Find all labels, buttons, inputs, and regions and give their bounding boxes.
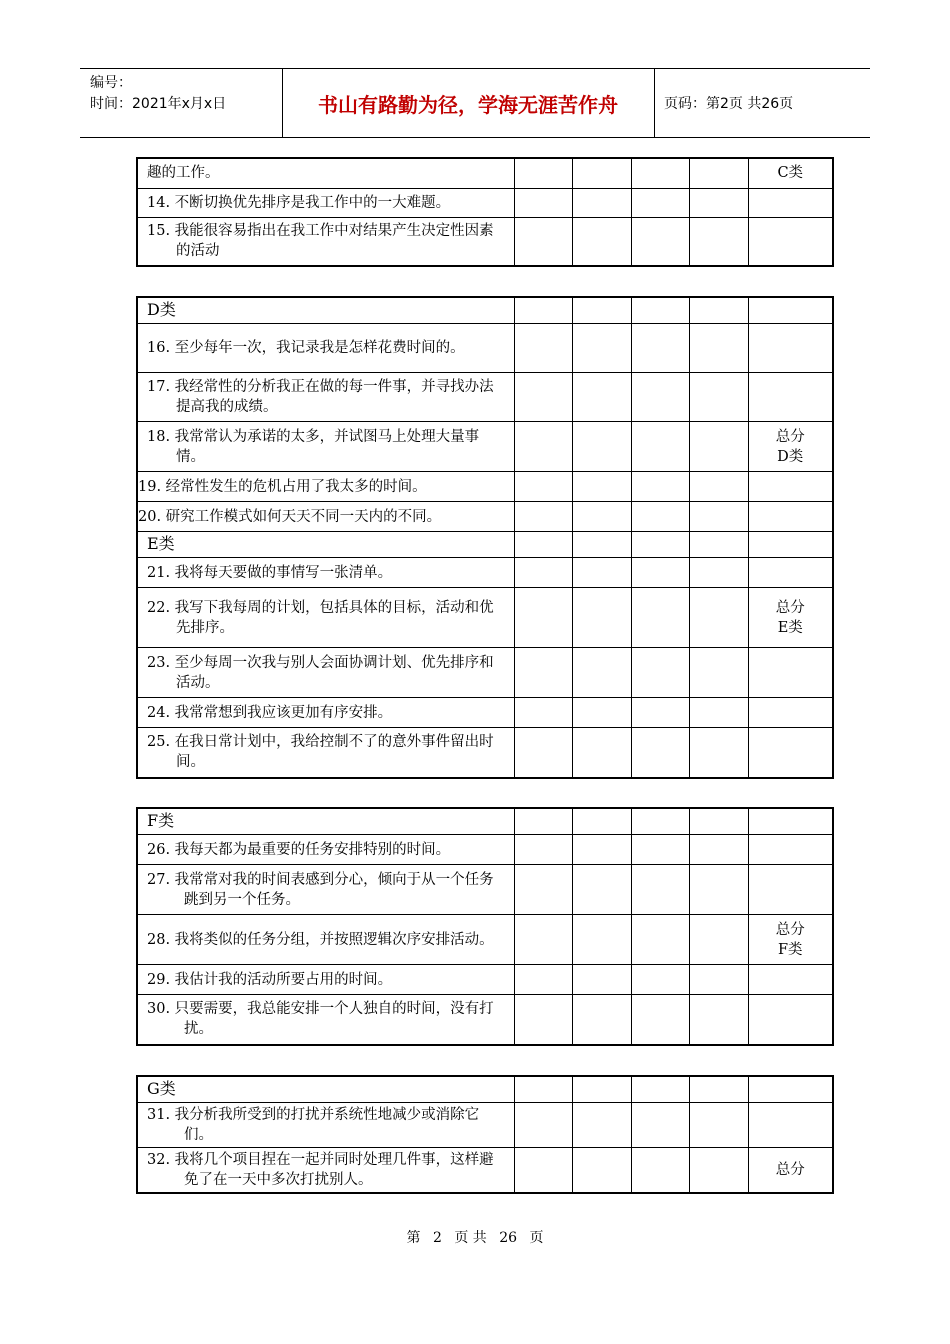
score-cell[interactable]: [689, 588, 748, 648]
table-row: [137, 217, 833, 266]
question-text: 20. 研究工作模式如何天天不同一天内的不同。: [138, 508, 442, 525]
category-heading: F类: [147, 811, 175, 830]
score-cell[interactable]: [572, 1103, 631, 1148]
score-cell[interactable]: [514, 835, 572, 865]
table-row: [137, 915, 833, 965]
score-cell[interactable]: [748, 698, 833, 728]
score-cell[interactable]: [572, 188, 631, 217]
score-cell[interactable]: [572, 472, 631, 502]
score-cell[interactable]: [631, 648, 689, 698]
table-row: [137, 373, 833, 422]
score-cell[interactable]: [689, 835, 748, 865]
question-text: 27. 我常常对我的时间表感到分心，倾向于从一个任务跳到另一个任务。: [147, 871, 494, 908]
score-cell[interactable]: [631, 558, 689, 588]
score-cell[interactable]: [748, 558, 833, 588]
header-divider: [654, 69, 655, 137]
score-cell[interactable]: [631, 158, 689, 188]
header-motto: 书山有路勤为径，学海无涯苦作舟: [318, 92, 618, 117]
score-cell[interactable]: [514, 648, 572, 698]
question-text: 19. 经常性发生的危机占用了我太多的时间。: [138, 478, 427, 495]
questionnaire-table-c: [136, 157, 834, 267]
total-label: 总分: [775, 428, 805, 445]
question-text: 23. 至少每周一次我与别人会面协调计划、优先排序和活动。: [147, 654, 494, 691]
score-cell[interactable]: [748, 965, 833, 995]
category-label: D类: [777, 448, 804, 465]
footer-prefix: 第: [406, 1230, 421, 1246]
score-cell[interactable]: [631, 835, 689, 865]
score-cell[interactable]: [689, 965, 748, 995]
score-cell[interactable]: [514, 1148, 572, 1194]
score-cell[interactable]: [572, 1148, 631, 1194]
question-text: 24. 我常常想到我应该更加有序安排。: [147, 704, 393, 721]
score-cell[interactable]: [631, 472, 689, 502]
table-row: [137, 472, 833, 502]
table-row: [137, 324, 833, 373]
score-cell[interactable]: [689, 648, 748, 698]
score-cell[interactable]: [631, 1103, 689, 1148]
score-cell[interactable]: [572, 373, 631, 422]
score-cell[interactable]: [689, 728, 748, 778]
score-cell[interactable]: [514, 472, 572, 502]
score-cell[interactable]: [572, 995, 631, 1045]
score-cell[interactable]: [689, 915, 748, 965]
score-cell[interactable]: [514, 502, 572, 532]
score-cell[interactable]: [689, 1103, 748, 1148]
question-text: 31. 我分析我所受到的打扰并系统性地减少或消除它们。: [147, 1107, 480, 1143]
total-score-d: [748, 422, 833, 472]
score-cell[interactable]: [748, 865, 833, 915]
score-cell[interactable]: [572, 915, 631, 965]
page-footer: [0, 1227, 950, 1247]
score-cell[interactable]: [572, 648, 631, 698]
score-cell[interactable]: [689, 324, 748, 373]
score-cell[interactable]: [748, 188, 833, 217]
score-cell[interactable]: [689, 422, 748, 472]
category-row: [137, 1076, 833, 1103]
score-cell[interactable]: [689, 698, 748, 728]
number-label: 编号：: [90, 75, 132, 91]
header-page-info: 页码：第2页 共26页: [664, 96, 794, 112]
score-cell[interactable]: [748, 217, 833, 266]
score-cell[interactable]: [631, 965, 689, 995]
table-row: [137, 422, 833, 472]
score-cell[interactable]: [514, 728, 572, 778]
score-cell[interactable]: [572, 865, 631, 915]
question-text: 趣的工作。: [147, 165, 220, 182]
questionnaire-table-d-e: [136, 296, 834, 779]
score-cell[interactable]: [631, 915, 689, 965]
score-cell[interactable]: [689, 1148, 748, 1194]
score-cell[interactable]: [514, 698, 572, 728]
category-row: [137, 532, 833, 558]
score-cell[interactable]: [748, 472, 833, 502]
score-cell[interactable]: [514, 373, 572, 422]
question-text: 22. 我写下我每周的计划，包括具体的目标，活动和优先排序。: [147, 599, 494, 636]
category-row: [137, 297, 833, 324]
score-cell[interactable]: [689, 558, 748, 588]
footer-suffix: 页: [529, 1230, 544, 1246]
score-cell[interactable]: [572, 588, 631, 648]
footer-page-number: 2: [432, 1230, 442, 1246]
table-row: [137, 835, 833, 865]
score-cell[interactable]: [689, 865, 748, 915]
score-cell[interactable]: [631, 324, 689, 373]
table-row: [137, 965, 833, 995]
score-cell[interactable]: [631, 728, 689, 778]
page-header: [80, 68, 870, 138]
score-cell[interactable]: [689, 188, 748, 217]
score-cell[interactable]: [514, 865, 572, 915]
score-cell[interactable]: [748, 728, 833, 778]
score-cell[interactable]: [514, 965, 572, 995]
table-row: [137, 188, 833, 217]
question-text: 32. 我将几个项目捏在一起并同时处理几件事，这样避免了在一天中多次打扰别人。: [147, 1152, 494, 1188]
score-cell[interactable]: [689, 472, 748, 502]
score-cell[interactable]: [748, 648, 833, 698]
score-cell[interactable]: [514, 188, 572, 217]
score-cell[interactable]: [572, 217, 631, 266]
score-cell[interactable]: [631, 698, 689, 728]
questionnaire-table-g: [136, 1075, 834, 1194]
score-cell[interactable]: [631, 588, 689, 648]
score-cell[interactable]: [689, 373, 748, 422]
score-cell[interactable]: [748, 995, 833, 1045]
score-cell[interactable]: [572, 698, 631, 728]
table-row: [137, 502, 833, 532]
score-cell[interactable]: [514, 588, 572, 648]
score-cell[interactable]: [514, 217, 572, 266]
total-score-f: [748, 915, 833, 965]
score-cell[interactable]: [689, 995, 748, 1045]
score-cell[interactable]: [631, 217, 689, 266]
score-cell[interactable]: [572, 965, 631, 995]
question-text: 28. 我将类似的任务分组，并按照逻辑次序安排活动。: [147, 931, 494, 948]
score-cell[interactable]: [631, 422, 689, 472]
score-cell[interactable]: [689, 502, 748, 532]
question-text: 21. 我将每天要做的事情写一张清单。: [147, 564, 393, 581]
category-label: F类: [777, 941, 803, 958]
score-cell[interactable]: [572, 502, 631, 532]
table-row: [137, 865, 833, 915]
footer-total-pages: 26: [499, 1230, 518, 1246]
score-cell[interactable]: [631, 1148, 689, 1194]
table-row: [137, 1148, 833, 1194]
score-cell[interactable]: [748, 373, 833, 422]
table-row: [137, 588, 833, 648]
table-row: [137, 158, 833, 188]
score-cell[interactable]: [748, 835, 833, 865]
total-score-g: [748, 1148, 833, 1194]
score-cell[interactable]: [572, 158, 631, 188]
score-cell[interactable]: [689, 217, 748, 266]
table-row: [137, 1103, 833, 1148]
score-cell[interactable]: [572, 558, 631, 588]
score-cell[interactable]: [748, 324, 833, 373]
category-heading: D类: [147, 300, 176, 319]
category-heading: G类: [147, 1079, 176, 1098]
score-cell[interactable]: [514, 995, 572, 1045]
question-text: 25. 在我日常计划中，我给控制不了的意外事件留出时间。: [147, 734, 494, 771]
question-text: 26. 我每天都为最重要的任务安排特别的时间。: [147, 841, 451, 858]
category-heading: E类: [147, 534, 175, 553]
score-cell[interactable]: [631, 995, 689, 1045]
question-text: 15. 我能很容易指出在我工作中对结果产生决定性因素的活动: [147, 223, 494, 260]
question-text: 16. 至少每年一次，我记录我是怎样花费时间的。: [147, 340, 465, 356]
question-text: 18. 我常常认为承诺的太多，并试图马上处理大量事情。: [147, 428, 480, 465]
table-row: [137, 648, 833, 698]
table-row: [137, 698, 833, 728]
total-label: 总分: [775, 599, 805, 616]
score-cell[interactable]: [748, 502, 833, 532]
score-cell[interactable]: [514, 1103, 572, 1148]
score-cell[interactable]: [572, 835, 631, 865]
category-label: E类: [777, 619, 803, 636]
question-text: 14. 不断切换优先排序是我工作中的一大难题。: [147, 194, 451, 211]
score-cell[interactable]: [631, 373, 689, 422]
question-text: 17. 我经常性的分析我正在做的每一件事，并寻找办法提高我的成绩。: [147, 379, 494, 415]
score-cell[interactable]: [514, 422, 572, 472]
category-mark: C类: [748, 158, 833, 188]
score-cell[interactable]: [631, 502, 689, 532]
score-cell[interactable]: [572, 422, 631, 472]
question-text: 30. 只要需要，我总能安排一个人独自的时间，没有打扰。: [147, 1001, 494, 1038]
table-row: [137, 728, 833, 778]
score-cell[interactable]: [514, 558, 572, 588]
question-text: 29. 我估计我的活动所要占用的时间。: [147, 971, 393, 988]
score-cell[interactable]: [631, 865, 689, 915]
score-cell[interactable]: [689, 158, 748, 188]
total-label: 总分: [775, 1162, 805, 1178]
questionnaire-table-f: [136, 807, 834, 1046]
score-cell[interactable]: [748, 1103, 833, 1148]
score-cell[interactable]: [514, 324, 572, 373]
table-row: [137, 558, 833, 588]
score-cell[interactable]: [631, 188, 689, 217]
score-cell[interactable]: [572, 728, 631, 778]
total-score-e: [748, 588, 833, 648]
score-cell[interactable]: [572, 324, 631, 373]
footer-middle: 页 共: [454, 1230, 487, 1246]
table-row: [137, 995, 833, 1045]
category-row: [137, 808, 833, 835]
score-cell[interactable]: [514, 915, 572, 965]
header-meta: [90, 73, 226, 115]
time-label: 时间：2021年x月x日: [90, 96, 227, 112]
total-label: 总分: [775, 921, 805, 938]
score-cell[interactable]: [514, 158, 572, 188]
